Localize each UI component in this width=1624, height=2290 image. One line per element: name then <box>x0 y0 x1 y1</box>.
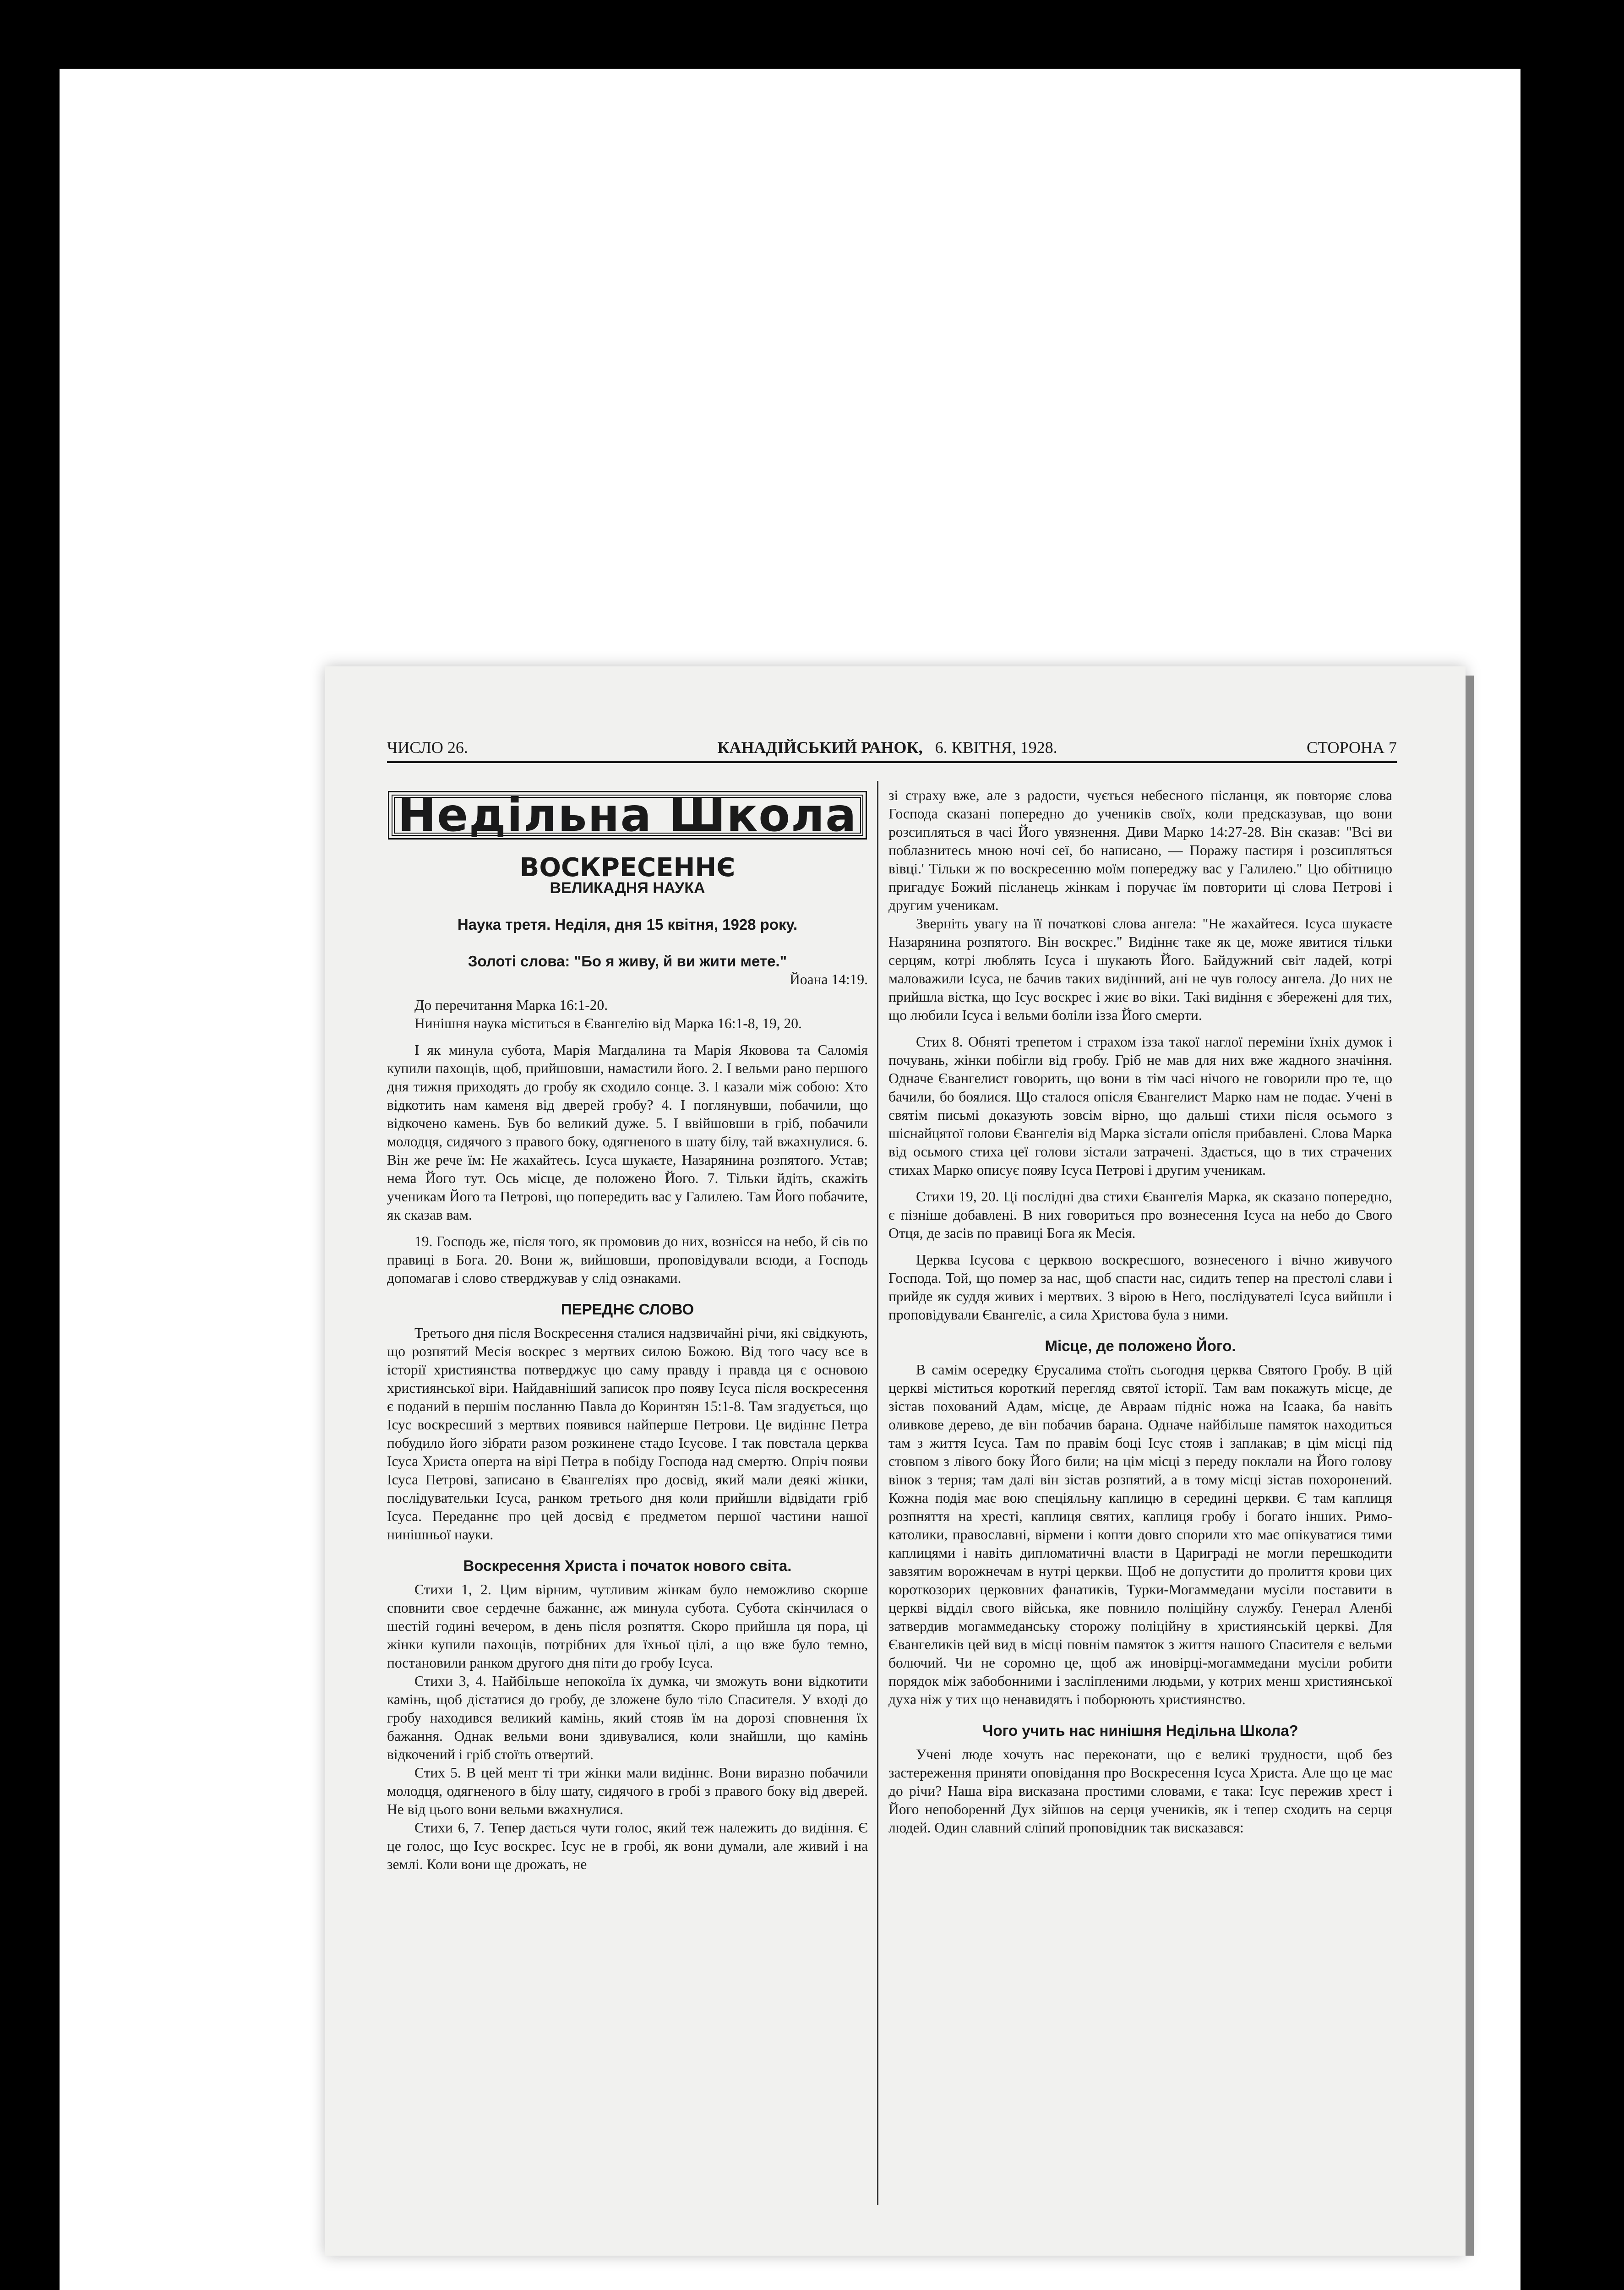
lesson-date: Наука третя. Неділя, дня 15 квітня, 1928 року. <box>457 916 798 933</box>
scan-frame <box>60 69 1520 2290</box>
body-paragraph: Стих 8. Обняті трепетом і страхом ізза такої наглої переміни їхніх думок і почувань, жінки побігли від гробу. Гріб не мав для них вже жадного значіння. Одначе Євангелист говорить, що вони в тім часі нічого не говорили про те, що бачили, бо боялися. Що сталося опісля Євангелист Марко нам не подає. Учені в святім письмі доказують зовсім вірно, що дальші стихи після осьмого з шіснайцятої голови Євангелія від Марка зістали опісля прибавлені. Слова Марка від осьмого стиха цеї голови зістали затрачені. Здається, що в тих страчених стихах Марко описує появу Ісуса Петрові і другим ученикам. <box>888 1034 1392 1178</box>
newspaper-page <box>325 666 1466 2256</box>
body-paragraph: Зверніть увагу на її початкові слова ангела: "Не жахайтеся. Ісуса шукаєте Назарянина розпятого. Він воскрес." Видіннє таке як це, може явитися тільки серцям, котрі люблять Ісуса і шукають Його. Байдужний світ ладей, котрі маловажили Ісуса, не бачив таких видінний, ані не чув голосу ангела. До них не прийшла вістка, що Ісус воскрес і жиє во віки. Такі видіння є збережені для тих, що любили Ісуса і вельми боліли ізза Його смерти. <box>888 916 1392 1023</box>
page-edge-shadow <box>1466 676 1474 2256</box>
scripture-paragraph: І як минула субота, Марія Магдалина та Марія Яковова та Саломія купили пахощів, щоб, прийшовши, намастили його. 2. І вельми рано першого дня тижня приходять до гробу як сходило сонце. 3. І казали між собою: Хто відкотить нам каменя від дверей гробу? 4. І поглянувши, побачили, що відкочено камень. Був бо великий дуже. 5. І ввійшовши в гріб, побачили молодця, сидячого з правого боку, одягненого в шату білу, тай вжахнулися. 6. Він же рече їм: Не жахайтесь. Ісуса шукаєте, Назарянина розпятого. Устав; нема Його тут. Ось місце, де положено Його. 7. Тільки йдіть, скажіть ученикам Його та Петрові, що попередить вас у Галилею. Там Його побачите, як сказав вам. <box>387 1042 868 1223</box>
lesson-title: ВОСКРЕСЕННЄ <box>519 853 736 883</box>
reading-reference: До перечитання Марка 16:1-20. <box>414 997 608 1013</box>
scripture-paragraph: 19. Господь же, після того, як промовив до них, вознісся на небо, й сів по правиці в Бога. 20. Вони ж, вийшовши, проповідували всюди, а Господь допомагав і слово стверджував у слід ознаками. <box>387 1233 868 1286</box>
page-number: СТОРОНА 7 <box>1307 738 1397 757</box>
body-paragraph: Церква Ісусова є церквою воскресшого, вознесеного і вічно живучого Господа. Той, що помер за нас, щоб спасти нас, сидить тепер на престолі слави і прийде як суддя живих і мертвих. З вірою в Него, послідувателі Ісуса вийшли і проповідували Євангеліє, а сила Христова була з ними. <box>888 1252 1392 1323</box>
issue-number: ЧИСЛО 26. <box>387 738 468 757</box>
section-heading: Воскресення Христа і початок нового світа. <box>463 1557 792 1574</box>
lesson-subtitle: ВЕЛИКАДНЯ НАУКА <box>550 879 705 897</box>
golden-words-reference: Йоана 14:19. <box>790 971 868 987</box>
body-paragraph: Стихи 19, 20. Ці послідні два стихи Євангелія Марка, як сказано попередно, є пізніше добавлені. В них говориться про вознесення Ісуса на небо до Свого Отця, де засів по правиці Бога як Месія. <box>888 1189 1392 1241</box>
body-paragraph: Стихи 1, 2. Цим вірним, чутливим жінкам було неможливо скорше сповнити свое сердечне бажаннє, аж минула субота. Субота скінчилася о шестій годині вечером, в день після розпяття. Скоро прийшла ця пора, ці жінки купили пахощів, потрібних для їхньої цілі, а що вже було темно, постановили ранком другого дня піти до гробу Ісуса. <box>387 1581 868 1671</box>
page-header <box>387 736 1397 763</box>
section-heading: Чого учить нас нинішня Недільна Школа? <box>982 1722 1298 1739</box>
section-heading: Місце, де положено Його. <box>1045 1337 1236 1354</box>
body-paragraph: Стихи 3, 4. Найбільше непокоїла їх думка, чи зможуть вони відкотити камінь, щоб дістатися до гробу, де зложене було тіло Спасителя. У вході до гробу находився великий камінь, який стояв їм на дорозі сповнення їх бажання. Однак вельми вони здивувалися, коли знайшли, що камінь відкочений і гріб стоїть отвертий. <box>387 1673 868 1762</box>
left-column <box>387 786 868 1874</box>
lesson-placement: Нинішня наука міститься в Євангелію від Марка 16:1-8, 19, 20. <box>414 1015 802 1031</box>
section-title: Недільна Школа <box>392 795 863 836</box>
foreword-heading: ПЕРЕДНЄ СЛОВО <box>561 1301 694 1318</box>
body-paragraph: Учені люде хочуть нас переконати, що є великі трудности, щоб без застереження приняти оповідання про Воскресення Ісуса Христа. Але що це має до річи? Наша віра висказана простими словами, є така: Ісус пережив хрест і Його непобореннй Дух зійшов на серця учеників, як і тепер сходить на серця людей. Один славний сліпий проповідник так висказався: <box>888 1746 1392 1836</box>
body-paragraph: Стих 5. В цей мент ті три жінки мали видіннє. Вони виразно побачили молодця, одягненого в білу шату, сидячого в гробі з правого боку від дверей. Не від цього вони вельми вжахнулися. <box>387 1765 868 1817</box>
foreword-text: Третього дня після Воскресення сталися надзвичайні річи, які свідкують, що розпятий Месія воскрес з мертвих силою Божою. Від того часу все в історії християнства потверджує цю саму правду і правда ця є основою християнської віри. Найдавніший записок про появу Ісуса після воскресення є поданий в першім посланню Павла до Коринтян 15:1-8. Там згадується, що Ісус воскресший з мертвих появився найперше Петрови. Це видіннє Петра побудило його зібрати разом розкинене стадо Ісусове. І так повстала церква Ісуса Христа оперта на вірі Петра в побіду Господа над смертю. Опріч появи Ісуса Петрові, записано в Євангеліях про досвід, який мали деякі жінки, послідувательки Ісуса, ранком третього дня коли прийшли відвідати гріб Ісуса. Переданнє про цей досвід є предметом першої частини нашої нинішньої науки. <box>387 1325 868 1543</box>
body-paragraph: Стихи 6, 7. Тепер дається чути голос, який теж належить до видіння. Є це голос, що Ісус воскрес. Ісус не в гробі, як вони думали, але живий і на землі. Коли вони ще дрожать, не <box>387 1820 868 1872</box>
issue-date: 6. КВІТНЯ, 1928. <box>935 738 1057 757</box>
body-paragraph: В самім осередку Єрусалима стоїть сьогодня церква Святого Гробу. В цій церкві міститься короткий перегляд святої історії. Там вам покажуть місце, де зістав похований Адам, місце, де Авраам підніс ножа на Ісаака, ба навіть оливкове дерево, де він побачив барана. Одначе найбільше памяток находиться там з життя Ісуса. Там по правім боці Ісус стояв і заплакав; в цім місці під стовпом з лівого боку Його били; на цім місці з переду поклали на Його голову вінок з терня; там далі він зістав розпятий, а в тому місці зістав похоронений. Кожна подія має вою спеціяльну каплицю в середині церкви. Є там каплиця розпняття на хресті, каплиця святих, каплиця гробу і богато інших. Римо-католики, православні, вірмени і копти довго спорили хто має опікуватися тими каплицями і навіть дипломатичні власти в Цариграді не могли перешкодити завзятим ворожнечам в нутрі церкви. Щоб не допустити до пролиття крови цих короткозорих церковних фанатиків, Турки-Могаммедани мусіли поставити в церкві відділ свого війська, яке повнило поліційну службу. Генерал Аленбі затвердив могаммеданську сторожу поліційну в християнській церкві. Для Євангеликів цей вид в місці повнім памяток з життя нашого Спасителя є вельми болючий. Чи не соромно це, щоб аж иновірці-могаммедани мусіли робити порядок між забобонними і засліпленими людьми, у котрих менш християнської духа ніж у тих що ненавидять і поборюють християнство. <box>888 1362 1392 1707</box>
body-paragraph: зі страху вже, але з радости, чується небесного післанця, як повторяє слова Господа сказані попередно до учеників своїх, коли предсказував, що вони розсипляться в часі Його увязнення. Диви Марко 14:27-28. Він сказав: "Всі ви поблазнитесь мною ночі сеї, бо написано, — Поражу пастиря і розсипляться вівці.' Тільки ж по воскресенню моїм попереджу вас у Галилею." Цю обітницю пригадує Божий післанець жінкам і поручає їм повторити ці слова Петрові і другим ученикам. <box>888 787 1392 913</box>
golden-words: Золоті слова: "Бо я живу, й ви жити мете." <box>468 953 787 970</box>
right-column <box>888 786 1392 1837</box>
newspaper-name: КАНАДІЙСЬКИЙ РАНОК, <box>717 738 923 757</box>
header-center <box>717 738 1057 757</box>
column-divider <box>877 781 878 2205</box>
